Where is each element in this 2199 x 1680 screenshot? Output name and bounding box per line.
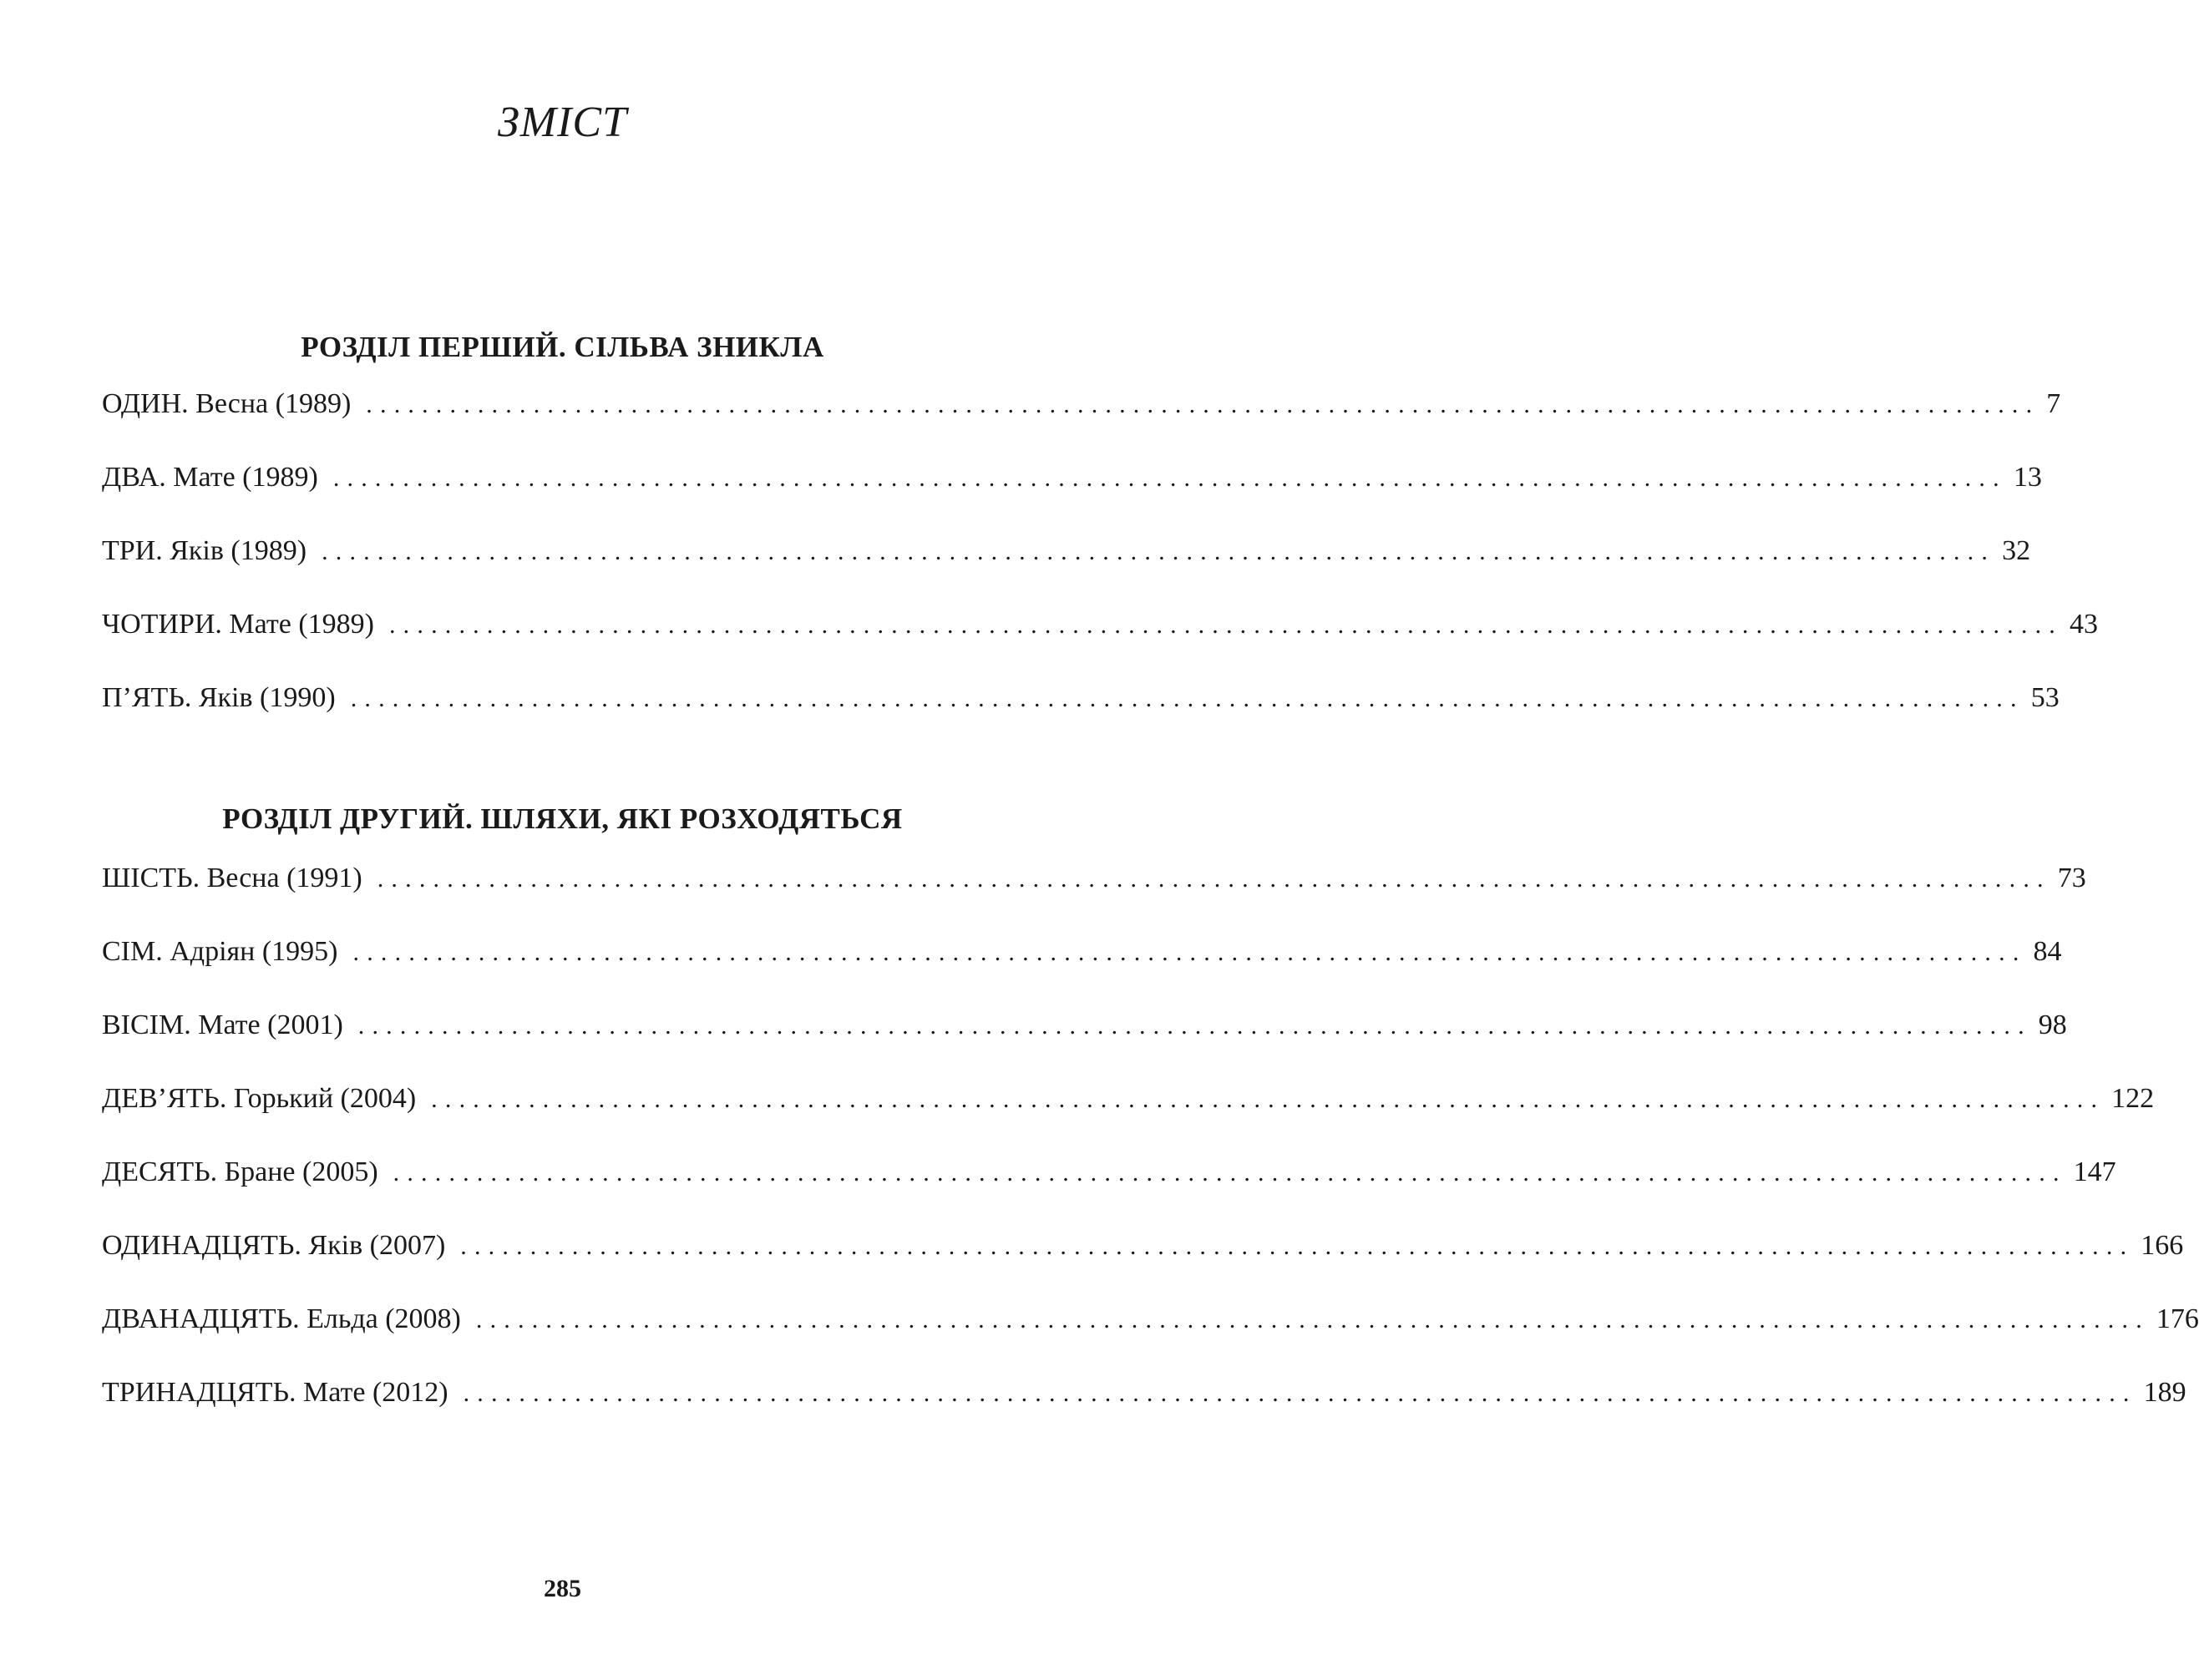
page-number: 285 (544, 1575, 581, 1602)
toc-entry-label: ДВАНАДЦЯТЬ. Ельда (2008) (102, 1303, 461, 1334)
toc-entry (102, 1373, 2186, 1446)
dot-leader: ........................................................................................................................ (377, 865, 2051, 893)
toc-entry (102, 858, 2086, 932)
toc-entry-page: 147 (2073, 1156, 2116, 1187)
toc-entry-page: 98 (2038, 1010, 2067, 1040)
toc-entry (102, 1299, 2199, 1373)
page-title: ЗМІСТ (498, 99, 627, 146)
toc-entry-page: 176 (2156, 1303, 2199, 1334)
toc-entry-label: ТРИ. Яків (1989) (102, 535, 307, 566)
toc-entry-page: 166 (2141, 1230, 2184, 1261)
dot-leader: ........................................................................................................................ (463, 1379, 2137, 1407)
toc-entry (102, 932, 2062, 1005)
toc-entry-label: П’ЯТЬ. Яків (1990) (102, 682, 336, 713)
toc-entry (102, 678, 2060, 751)
dot-leader: ........................................................................................................................ (332, 464, 2007, 492)
toc-entry (102, 1005, 2067, 1079)
toc-entry-page: 122 (2111, 1083, 2155, 1114)
toc-entry (102, 605, 2098, 678)
section-heading-2: РОЗДІЛ ДРУГИЙ. ШЛЯХИ, ЯКІ РОЗХОДЯТЬСЯ (222, 802, 903, 835)
toc-entry-label: ШІСТЬ. Весна (1991) (102, 863, 362, 893)
dot-leader: ........................................................................................................................ (357, 1012, 2032, 1040)
dot-leader: ........................................................................................................................ (322, 538, 1996, 565)
toc-entry-label: ДЕВ’ЯТЬ. Горький (2004) (102, 1083, 417, 1114)
toc-entry-label: СІМ. Адріян (1995) (102, 936, 338, 967)
toc-list-section-1 (102, 384, 2098, 751)
toc-entry-page: 189 (2143, 1377, 2186, 1408)
toc-entry-page: 73 (2057, 863, 2086, 893)
toc-entry-page: 43 (2069, 609, 2098, 640)
toc-entry (102, 1079, 2155, 1152)
toc-entry (102, 1226, 2184, 1299)
toc-entry-page: 53 (2030, 682, 2060, 713)
toc-entry-label: ОДИНАДЦЯТЬ. Яків (2007) (102, 1230, 446, 1261)
toc-entry (102, 458, 2042, 531)
toc-entry-page: 7 (2046, 388, 2061, 419)
section-heading-1: РОЗДІЛ ПЕРШИЙ. СІЛЬВА ЗНИКЛА (301, 331, 824, 363)
toc-entry-label: ЧОТИРИ. Мате (1989) (102, 609, 374, 640)
toc-entry-label: ДЕСЯТЬ. Бране (2005) (102, 1156, 378, 1187)
dot-leader: ........................................................................................................................ (475, 1306, 2150, 1333)
toc-entry (102, 531, 2031, 605)
dot-leader: ........................................................................................................................ (352, 939, 2027, 966)
toc-entry-page: 32 (2002, 535, 2031, 566)
dot-leader: ........................................................................................................................ (350, 685, 2024, 712)
dot-leader: ........................................................................................................................ (366, 391, 2040, 418)
toc-entry-page: 13 (2013, 462, 2042, 493)
toc-entry (102, 1152, 2116, 1226)
dot-leader: ........................................................................................................................ (388, 611, 2063, 639)
toc-entry-label: ДВА. Мате (1989) (102, 462, 318, 493)
dot-leader: ........................................................................................................................ (393, 1159, 2067, 1187)
dot-leader: ........................................................................................................................ (460, 1232, 2135, 1260)
toc-entry-label: ТРИНАДЦЯТЬ. Мате (2012) (102, 1377, 448, 1408)
toc-list-section-2 (102, 858, 2199, 1446)
toc-entry (102, 384, 2061, 458)
toc-entry-label: ОДИН. Весна (1989) (102, 388, 352, 419)
toc-entry-label: ВІСІМ. Мате (2001) (102, 1010, 343, 1040)
toc-entry-page: 84 (2033, 936, 2062, 967)
dot-leader: ........................................................................................................................ (431, 1085, 2105, 1113)
